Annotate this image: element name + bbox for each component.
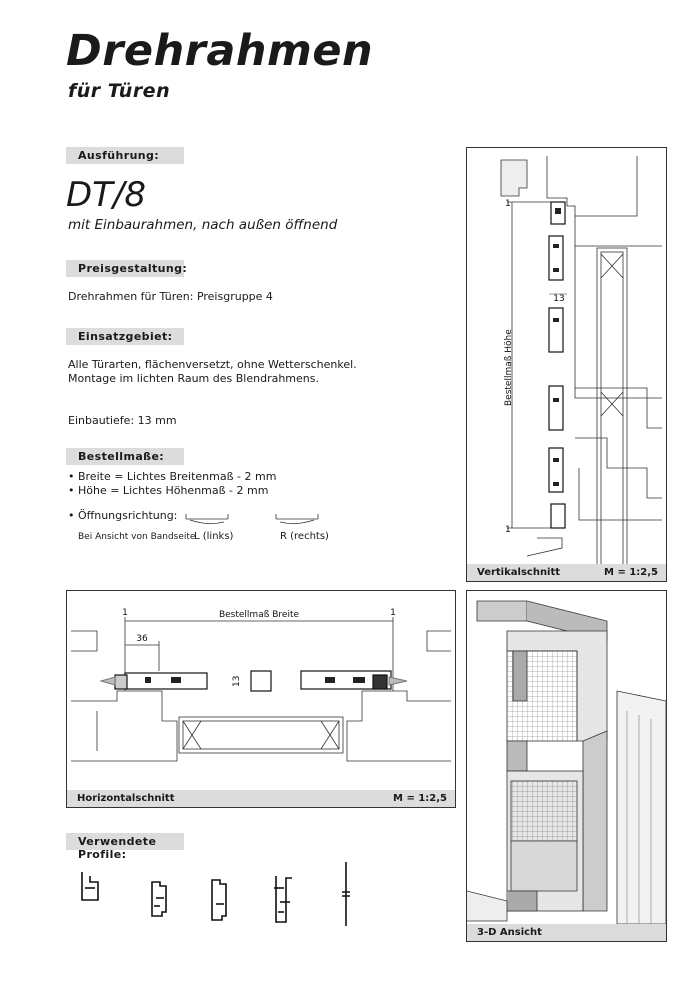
einsatz-line1: Alle Türarten, flächenversetzt, ohne Wetterschenkel. (68, 358, 357, 371)
profile-3-icon (212, 880, 226, 920)
model-name: DT/8 (66, 175, 147, 215)
profile-2-icon (152, 882, 166, 916)
opening-right-icon (276, 514, 318, 524)
section-ausfuehrung: Ausführung: (66, 147, 184, 164)
ansicht3d-panel (466, 590, 667, 942)
ansicht3d-footer (467, 924, 666, 941)
vertikalschnitt-label: Vertikalschnitt (477, 567, 561, 578)
horizontal-dim-1-left: 1 (122, 608, 128, 618)
profile-icons (70, 852, 370, 932)
vertikal-dim-13: 13 (553, 294, 565, 304)
page-subtitle: für Türen (68, 80, 171, 102)
vertikalschnitt-scale: M = 1:2,5 (604, 567, 658, 578)
ansicht-bandseite: Bei Ansicht von Bandseite (78, 532, 196, 542)
label-rechts: R (rechts) (280, 531, 329, 542)
horizontal-dim-36: 36 (136, 634, 148, 644)
horizontal-dim-1-right: 1 (390, 608, 396, 618)
vertikalschnitt-drawing (467, 148, 666, 564)
profile-1-icon (82, 872, 98, 900)
label-links: L (links) (194, 531, 234, 542)
profile-4-icon (274, 876, 292, 922)
page-title: Drehrahmen (66, 26, 374, 76)
einbautiefe: Einbautiefe: 13 mm (68, 414, 177, 427)
vertikal-dim-hoehe: Bestellmaß Höhe (504, 329, 514, 406)
vertikalschnitt-footer (467, 564, 666, 581)
bestellmass-breite: • Breite = Lichtes Breitenmaß - 2 mm (68, 470, 277, 483)
oeffnungsrichtung: • Öffnungsrichtung: (68, 509, 178, 522)
ansicht3d-label: 3-D Ansicht (477, 927, 542, 938)
ansicht3d-drawing (467, 591, 666, 924)
section-verwendete-profile: Verwendete Profile: (66, 833, 184, 850)
bestellmass-hoehe: • Höhe = Lichtes Höhenmaß - 2 mm (68, 484, 269, 497)
horizontalschnitt-drawing (67, 591, 455, 790)
preis-text: Drehrahmen für Türen: Preisgruppe 4 (68, 290, 273, 303)
section-preisgestaltung: Preisgestaltung: (66, 260, 184, 277)
section-bestellmasse: Bestellmaße: (66, 448, 184, 465)
horizontalschnitt-panel (66, 590, 456, 808)
vertikal-dim-1-top: 1 (505, 199, 511, 209)
opening-left-icon (186, 514, 228, 524)
horizontalschnitt-footer (67, 790, 455, 807)
horizontalschnitt-label: Horizontalschnitt (77, 793, 175, 804)
vertikal-dim-1-bottom: 1 (505, 525, 511, 535)
model-description: mit Einbaurahmen, nach außen öffnend (68, 217, 338, 233)
section-einsatzgebiet: Einsatzgebiet: (66, 328, 184, 345)
horizontal-dim-13: 13 (232, 675, 242, 687)
horizontalschnitt-scale: M = 1:2,5 (393, 793, 447, 804)
horizontal-dim-breite: Bestellmaß Breite (218, 610, 300, 620)
opening-direction-icons (180, 510, 330, 532)
einsatz-line2: Montage im lichten Raum des Blendrahmens. (68, 372, 319, 385)
profile-5-icon (342, 862, 350, 926)
vertikalschnitt-panel (466, 147, 667, 582)
